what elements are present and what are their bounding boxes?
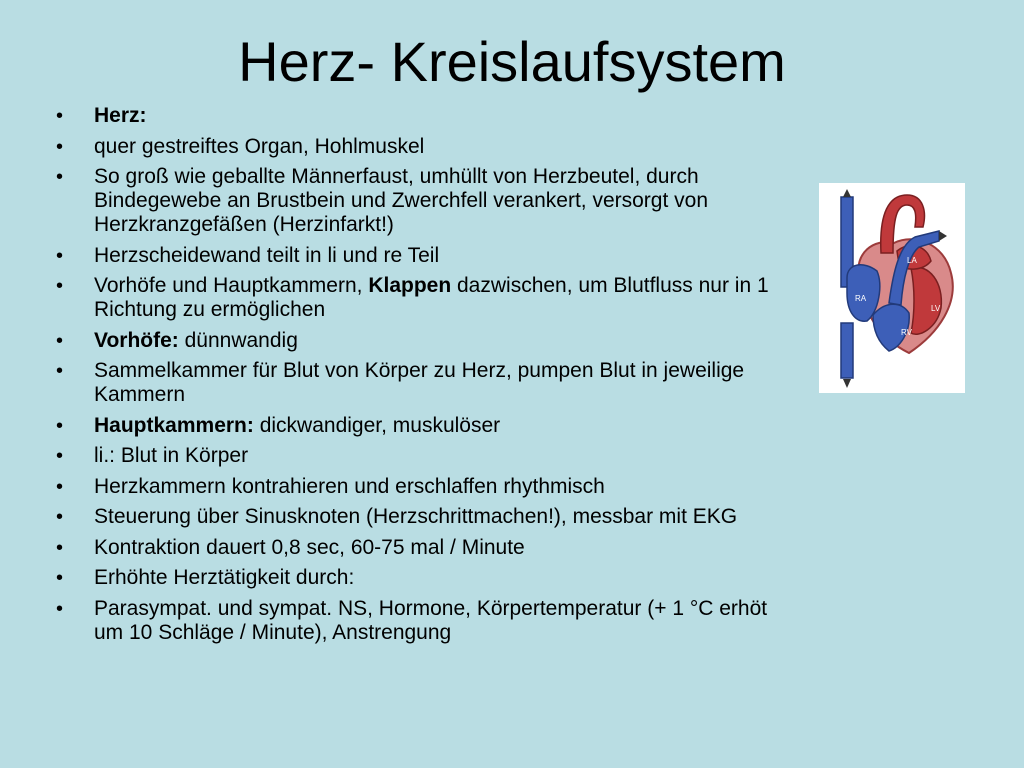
heart-diagram <box>819 183 965 393</box>
bullet-text: Steuerung über Sinusknoten (Herzschrittmachen!), messbar mit EKG <box>94 505 738 528</box>
label-la: LA <box>907 256 917 265</box>
list-item <box>52 104 792 128</box>
list-item <box>52 597 792 645</box>
bullet-bold-text: Vorhöfe: <box>94 328 179 352</box>
bullet-icon: • <box>56 329 64 352</box>
bullet-text: Herzkammern kontrahieren und erschlaffen rhythmisch <box>94 474 605 498</box>
bullet-text: li.: Blut in Körper <box>94 444 249 467</box>
arrow-icon <box>843 379 851 388</box>
bullet-bold-text: Hauptkammern: <box>94 413 254 437</box>
inferior-vena-cava <box>841 323 853 378</box>
list-item <box>52 274 792 322</box>
bullet-text: Sammelkammer für Blut von Körper zu Herz, pumpen Blut in jeweilige Kammern <box>94 359 745 406</box>
arrow-icon <box>843 189 851 197</box>
bullet-icon: • <box>56 105 64 127</box>
bullet-bold-text: Herz: <box>94 104 147 127</box>
bullet-icon: • <box>56 567 64 589</box>
label-lv: LV <box>931 304 941 313</box>
bullet-icon: • <box>56 135 64 158</box>
label-ra: RA <box>855 294 867 303</box>
bullet-icon: • <box>56 244 64 267</box>
bullet-text: Erhöhte Herztätigkeit durch: <box>94 566 355 589</box>
bullet-icon: • <box>56 475 64 498</box>
bullet-icon: • <box>56 414 64 437</box>
bullet-text: quer gestreiftes Organ, Hohlmuskel <box>94 134 425 158</box>
bullet-icon: • <box>56 506 64 528</box>
bullet-text: Vorhöfe und Hauptkammern, <box>94 274 369 297</box>
label-rv: RV <box>901 328 912 337</box>
bullet-text: dünnwandig <box>178 328 298 352</box>
bullet-text: Kontraktion dauert 0,8 sec, 60-75 mal / Minute <box>94 535 525 559</box>
list-item <box>52 536 792 560</box>
bullet-bold-text: Klappen <box>368 274 452 297</box>
list-item <box>52 135 792 159</box>
slide-title: Herz- Kreislaufsystem <box>238 30 786 93</box>
bullet-text: So groß wie geballte Männerfaust, umhüllt von Herzbeutel, durch Bindegewebe an Brustbein und Zwerchfell verankert, versorgt von Herzkranzgefäßen (Herzinfarkt!) <box>94 165 709 236</box>
list-item <box>52 444 792 468</box>
list-item <box>52 329 792 353</box>
arrow-icon <box>939 231 947 241</box>
bullet-icon: • <box>56 597 64 620</box>
list-item <box>52 566 792 590</box>
list-item <box>52 359 792 407</box>
bullet-text: Herzscheidewand teilt in li und re Teil <box>94 243 440 267</box>
bullet-list <box>52 104 792 651</box>
bullet-text: dickwandiger, muskulöser <box>253 413 501 437</box>
bullet-icon: • <box>56 445 64 467</box>
list-item <box>52 244 792 268</box>
bullet-text: dazwischen, um Blutfluss nur in 1 Richtung zu ermöglichen <box>94 274 769 321</box>
bullet-icon: • <box>56 360 64 382</box>
heart-illustration <box>819 183 965 393</box>
bullet-icon: • <box>56 275 64 297</box>
list-item <box>52 165 792 237</box>
list-item <box>52 414 792 438</box>
list-item <box>52 505 792 529</box>
list-item <box>52 475 792 499</box>
bullet-icon: • <box>56 166 64 188</box>
bullet-icon: • <box>56 536 64 559</box>
bullet-text: Parasympat. und sympat. NS, Hormone, Körpertemperatur (+ 1 °C erhöt um 10 Schläge / Minute), Anstrengung <box>94 596 768 644</box>
